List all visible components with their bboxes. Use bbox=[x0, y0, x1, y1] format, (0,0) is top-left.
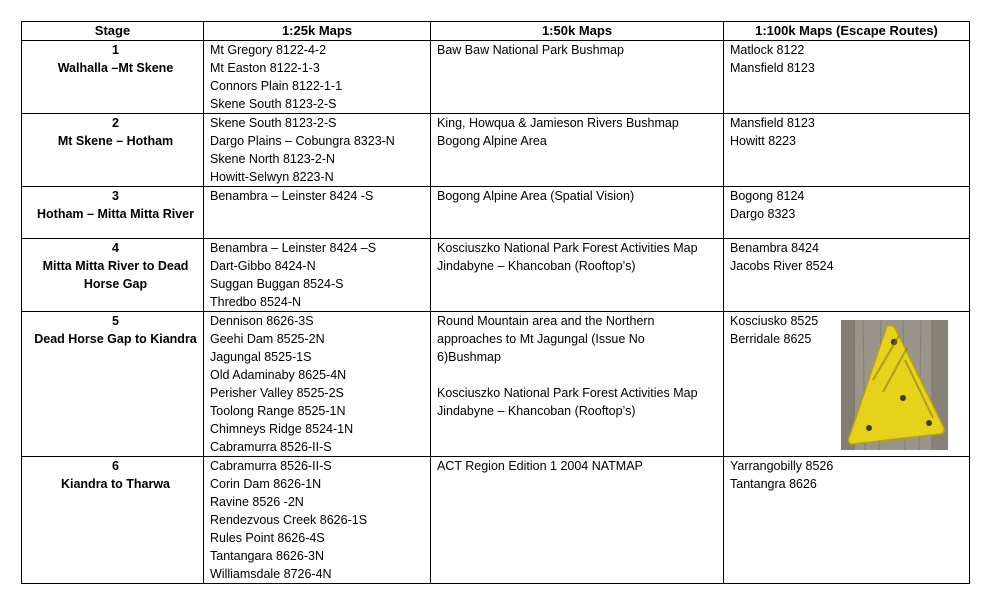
maps-50k-cell bbox=[431, 312, 724, 457]
stage-name: Kiandra to Tharwa bbox=[60, 477, 171, 491]
map-item: Mt Easton 8122-1-3 bbox=[210, 61, 320, 75]
map-item: Yarrangobilly 8526 bbox=[730, 459, 834, 473]
map-item: Howitt 8223 bbox=[730, 134, 797, 148]
map-item: Chimneys Ridge 8524-1N bbox=[210, 422, 354, 436]
map-item: Cabramurra 8526-II-S bbox=[210, 459, 332, 473]
maps-table bbox=[21, 21, 970, 584]
map-item: Howitt-Selwyn 8223-N bbox=[210, 170, 334, 184]
map-item: Williamsdale 8726-4N bbox=[210, 567, 332, 581]
stage-cell bbox=[22, 239, 204, 312]
stage-number: 1 bbox=[112, 43, 119, 57]
map-item: Cabramurra 8526-II-S bbox=[210, 440, 332, 454]
maps-50k-cell bbox=[431, 41, 724, 114]
track-marker-photo bbox=[841, 320, 948, 450]
header-stage: Stage bbox=[22, 22, 204, 41]
stage-number: 5 bbox=[112, 314, 119, 328]
maps-25k-cell bbox=[204, 312, 431, 457]
map-item: Toolong Range 8525-1N bbox=[210, 404, 346, 418]
map-item: Tantangara 8626-3N bbox=[210, 549, 324, 563]
stage-name: Dead Horse Gap to Kiandra bbox=[34, 332, 197, 346]
map-item: Benambra – Leinster 8424 –S bbox=[210, 241, 377, 255]
map-item: Skene South 8123-2-S bbox=[210, 97, 337, 111]
map-item: Berridale 8625 bbox=[730, 332, 812, 346]
spacer bbox=[437, 366, 723, 384]
table-row bbox=[22, 239, 970, 312]
stage-cell bbox=[22, 41, 204, 114]
stage-number: 4 bbox=[112, 241, 119, 255]
stage-number: 3 bbox=[112, 189, 119, 203]
maps-100k-cell bbox=[724, 457, 970, 584]
map-item: Dargo 8323 bbox=[730, 207, 796, 221]
map-item: Jacobs River 8524 bbox=[730, 259, 834, 273]
map-item: Bogong 8124 bbox=[730, 189, 805, 203]
stage-cell bbox=[22, 312, 204, 457]
stage-number: 2 bbox=[112, 116, 119, 130]
stage-number: 6 bbox=[112, 459, 119, 473]
map-item: Dargo Plains – Cobungra 8323-N bbox=[210, 134, 395, 148]
table-row bbox=[22, 312, 970, 457]
header-25k: 1:25k Maps bbox=[204, 22, 431, 41]
stage-cell bbox=[22, 114, 204, 187]
map-item: Round Mountain area and the Northern bbox=[437, 314, 655, 328]
header-50k: 1:50k Maps bbox=[431, 22, 724, 41]
map-item: Skene South 8123-2-S bbox=[210, 116, 337, 130]
map-item: Dennison 8626-3S bbox=[210, 314, 314, 328]
maps-50k-cell bbox=[431, 239, 724, 312]
map-item: Ravine 8526 -2N bbox=[210, 495, 304, 509]
map-item: Skene North 8123-2-N bbox=[210, 152, 336, 166]
header-row bbox=[22, 22, 970, 41]
map-item: Bogong Alpine Area bbox=[437, 134, 547, 148]
maps-100k-cell bbox=[724, 239, 970, 312]
stage-cell bbox=[22, 457, 204, 584]
table-row bbox=[22, 187, 970, 239]
map-item: King, Howqua & Jamieson Rivers Bushmap bbox=[437, 116, 679, 130]
maps-50k-cell bbox=[431, 457, 724, 584]
map-item: Tantangra 8626 bbox=[730, 477, 817, 491]
maps-50k-cell bbox=[431, 114, 724, 187]
map-item: approaches to Mt Jagungal (Issue No bbox=[437, 332, 645, 346]
map-item: Jindabyne – Khancoban (Rooftop’s) bbox=[437, 259, 636, 273]
maps-100k-cell bbox=[724, 114, 970, 187]
stage-cell bbox=[22, 187, 204, 239]
map-item: Perisher Valley 8525-2S bbox=[210, 386, 344, 400]
maps-25k-cell bbox=[204, 457, 431, 584]
map-item: Thredbo 8524-N bbox=[210, 295, 302, 309]
maps-25k-cell bbox=[204, 239, 431, 312]
header-100k: 1:100k Maps (Escape Routes) bbox=[724, 22, 970, 41]
map-item: Baw Baw National Park Bushmap bbox=[437, 43, 624, 57]
maps-25k-cell bbox=[204, 187, 431, 239]
map-item: Benambra 8424 bbox=[730, 241, 819, 255]
maps-25k-cell bbox=[204, 114, 431, 187]
map-item: Kosciuszko National Park Forest Activities Map bbox=[437, 241, 698, 255]
map-item: Kosciusko 8525 bbox=[730, 314, 819, 328]
map-item: Dart-Gibbo 8424-N bbox=[210, 259, 316, 273]
map-item: Rules Point 8626-4S bbox=[210, 531, 325, 545]
map-item: 6)Bushmap bbox=[437, 350, 501, 364]
stage-name: Mitta Mitta River to Dead Horse Gap bbox=[42, 259, 189, 291]
map-item: Matlock 8122 bbox=[730, 43, 805, 57]
map-item: Mansfield 8123 bbox=[730, 61, 815, 75]
map-item: Geehi Dam 8525-2N bbox=[210, 332, 325, 346]
map-item: Connors Plain 8122-1-1 bbox=[210, 79, 343, 93]
maps-100k-cell bbox=[724, 41, 970, 114]
map-item: Jagungal 8525-1S bbox=[210, 350, 312, 364]
table-row bbox=[22, 114, 970, 187]
map-item: Corin Dam 8626-1N bbox=[210, 477, 322, 491]
maps-100k-cell bbox=[724, 187, 970, 239]
maps-100k-cell bbox=[724, 312, 970, 457]
map-item: Benambra – Leinster 8424 -S bbox=[210, 189, 374, 203]
map-item: Mt Gregory 8122-4-2 bbox=[210, 43, 327, 57]
stage-name: Hotham – Mitta Mitta River bbox=[37, 207, 194, 221]
map-item: Jindabyne – Khancoban (Rooftop’s) bbox=[437, 404, 636, 418]
map-item: Mansfield 8123 bbox=[730, 116, 815, 130]
map-item: ACT Region Edition 1 2004 NATMAP bbox=[437, 459, 643, 473]
map-item: Old Adaminaby 8625-4N bbox=[210, 368, 347, 382]
map-item: Suggan Buggan 8524-S bbox=[210, 277, 344, 291]
map-item: Kosciuszko National Park Forest Activities Map bbox=[437, 386, 698, 400]
map-item: Rendezvous Creek 8626-1S bbox=[210, 513, 368, 527]
maps-25k-cell bbox=[204, 41, 431, 114]
table-row bbox=[22, 41, 970, 114]
stage-name: Mt Skene – Hotham bbox=[57, 134, 174, 148]
stage-name: Walhalla –Mt Skene bbox=[57, 61, 174, 75]
maps-50k-cell bbox=[431, 187, 724, 239]
map-item: Bogong Alpine Area (Spatial Vision) bbox=[437, 189, 635, 203]
table-row bbox=[22, 457, 970, 584]
